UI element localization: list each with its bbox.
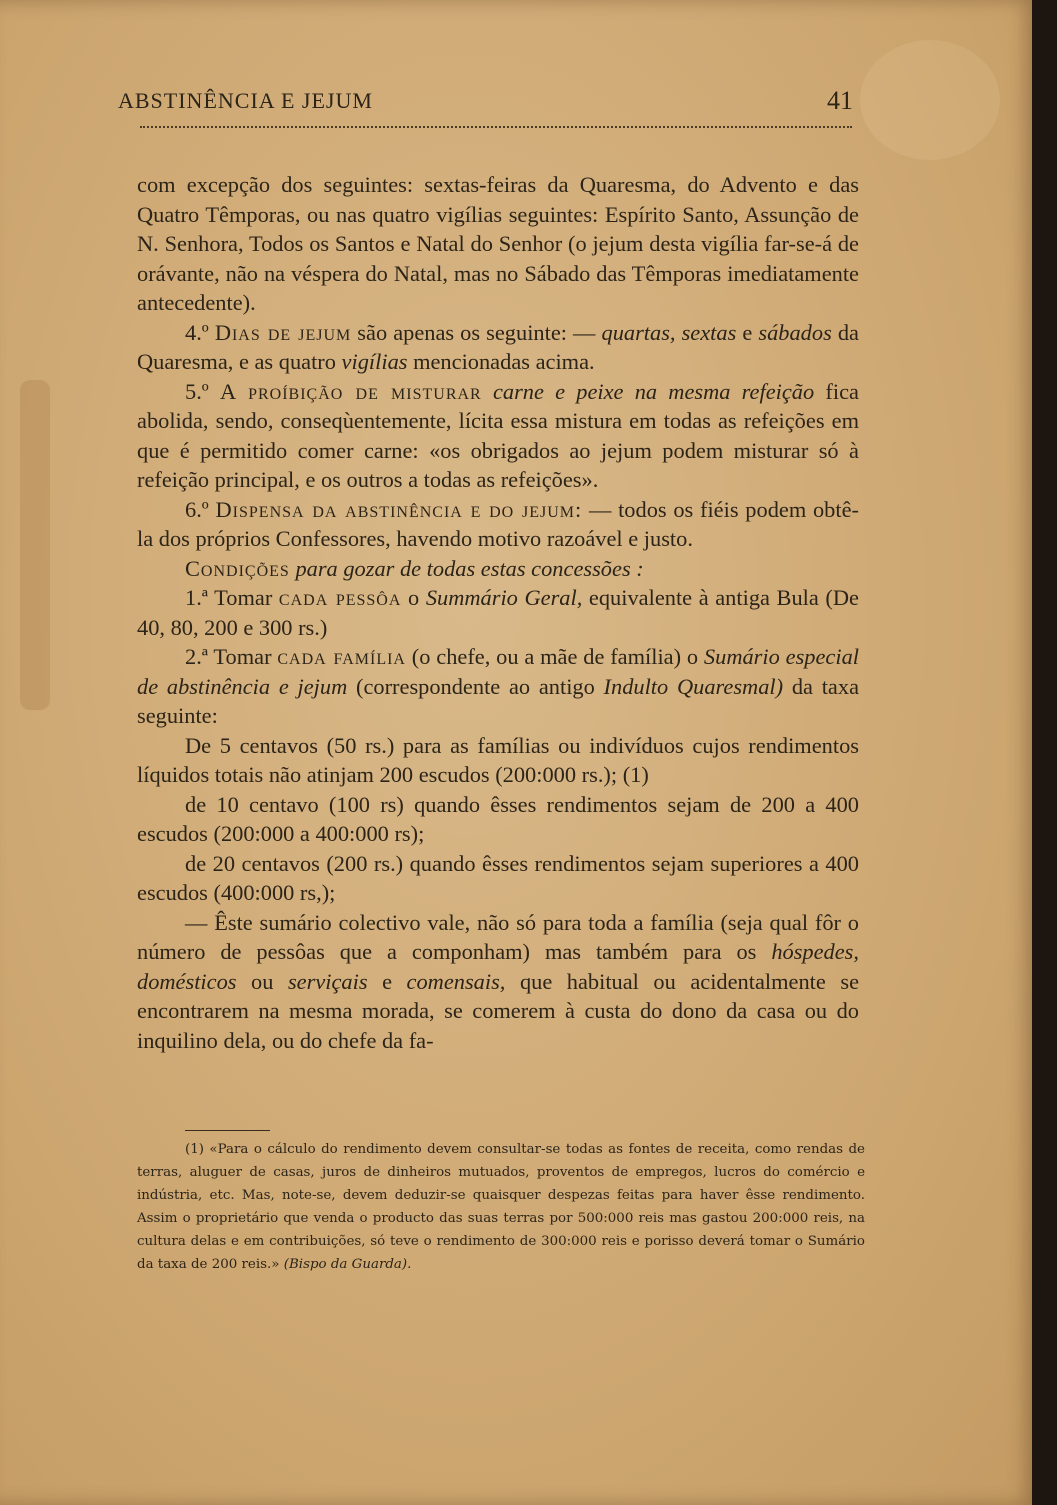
paragraph: — Êste sumário colectivo vale, não só para toda a família (seja qual fôr o número de pessôas que a componham) mas também para os hóspedes, domésticos ou serviçais e comensais, que habitual ou acidentalmente se encontrarem na mesma morada, se comerem à custa do dono da casa ou do inquilino dela, ou do chefe da fa- bbox=[137, 909, 860, 1053]
footnote-rule bbox=[185, 1130, 270, 1131]
main-text bbox=[137, 170, 859, 1055]
page-edge bbox=[1032, 0, 1057, 1505]
paper-stain bbox=[860, 40, 1000, 160]
paragraph: 6.º Dispensa da abstinência e do jejum: — todos os fiéis podem obtê-la dos próprios Confessores, havendo motivo razoável e justo. bbox=[137, 496, 859, 551]
paragraph: 1.ª Tomar cada pessôa o Summário Geral, equivalente à antiga Bula (De 40, 80, 200 e 300 rs.) bbox=[137, 585, 859, 640]
paragraph: de 20 centavos (200 rs.) quando êsses rendimentos sejam superiores a 400 escudos (400:000 rs,); bbox=[137, 850, 859, 905]
paragraph: De 5 centavos (50 rs.) para as famílias ou indivíduos cujos rendimentos líquidos totais não atinjam 200 escudos (200:000 rs.); (1) bbox=[137, 732, 859, 787]
paragraph: Condições para gozar de todas estas concessões : bbox=[185, 555, 644, 581]
paper-stain bbox=[20, 380, 50, 710]
footnote: (1) «Para o cálculo do rendimento devem consultar-se todas as fontes de receita, como rendas de terras, aluguer de casas, juros de dinheiros mutuados, proventos de empregos, lucros do comércio e indústria, etc. Mas, note-se, devem deduzir-se quaisquer despezas feitas para haver êsse rendimento. Assim o proprietário que venda o producto das suas terras por 500:000 reis mas gastou 200:000 reis, na cultura delas e em contribuições, só teve o rendimento de 300:000 reis e porisso deverá tomar o Sumário da taxa de 200 reis.» (Bispo da Guarda). bbox=[137, 1142, 865, 1272]
paragraph: 5.º A proíbição de misturar carne e peixe na mesma refeição fica abolida, sendo, conseqùentemente, lícita essa mistura em todas as refeições em que é permitido comer carne: «os obrigados ao jejum podem misturar só à refeição principal, e os outros a todas as refeições». bbox=[137, 378, 859, 492]
header-rule bbox=[140, 126, 852, 128]
paragraph: 4.º Dias de jejum são apenas os seguinte: — quartas, sextas e sábados da Quaresma, e as quatro vigílias mencionadas acima. bbox=[137, 319, 859, 374]
paragraph: com excepção dos seguintes: sextas-feiras da Quaresma, do Advento e das Quatro Têmporas, ou nas quatro vigílias seguintes: Espírito Santo, Assunção de N. Senhora, Todos os Santos e Natal do Senhor (o jejum desta vigília far-se-á de orávante, não na véspera do Natal, mas no Sábado das Têmporas imediatamente antecedente). bbox=[137, 172, 859, 315]
paragraph: de 10 centavo (100 rs) quando êsses rendimentos sejam de 200 a 400 escudos (200:000 a 400:000 rs); bbox=[137, 791, 859, 846]
page-number: 41 bbox=[827, 86, 853, 115]
running-head: ABSTINÊNCIA E JEJUM bbox=[118, 88, 373, 113]
paragraph: 2.ª Tomar cada família (o chefe, ou a mãe de família) o Sumário especial de abstinência e jejum (correspondente ao antigo Indulto Quaresmal) da taxa seguinte: bbox=[137, 644, 860, 728]
page-header bbox=[118, 86, 853, 120]
